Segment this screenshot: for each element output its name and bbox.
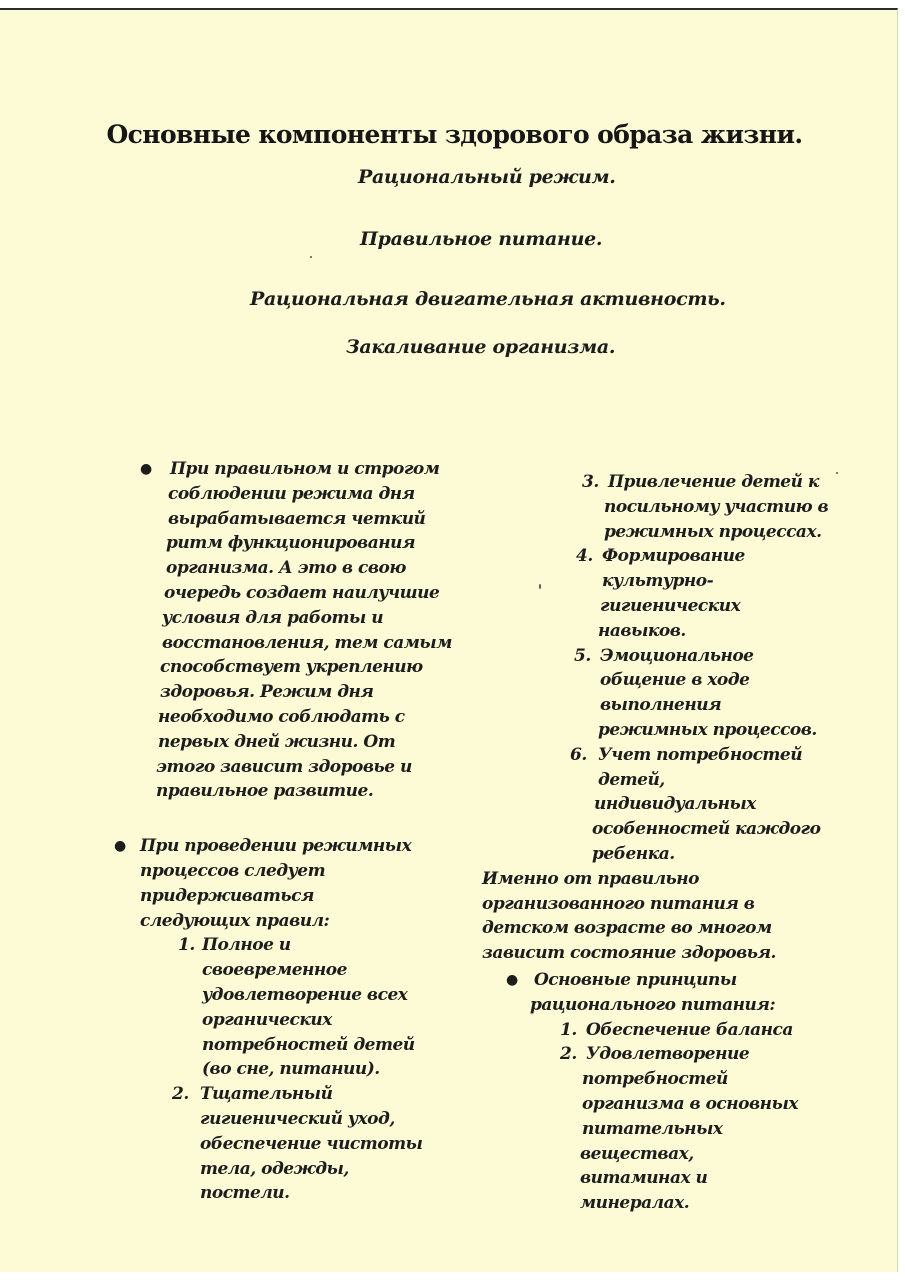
text-line: индивидуальных <box>594 794 756 815</box>
nutrition-paragraph <box>482 867 882 966</box>
list-number: 5. <box>574 645 591 666</box>
scan-speck <box>310 256 312 258</box>
rule-3 <box>582 470 882 544</box>
bullet-icon: ● <box>506 971 518 988</box>
page-title: Основные компоненты здорового образа жизни. <box>106 120 803 149</box>
bullet-nutrition-principles <box>506 968 882 1018</box>
list-number: 6. <box>570 744 587 765</box>
rule-4 <box>576 544 882 643</box>
text-line: организованного питания в <box>482 893 755 914</box>
rule-1 <box>178 933 480 1082</box>
text-line: режимных процессов. <box>598 719 817 740</box>
text-line: Эмоциональное <box>600 645 754 666</box>
text-line: Учет потребностей <box>598 744 803 765</box>
text-line: витаминах и <box>580 1168 708 1189</box>
text-line: Полное и <box>202 935 291 956</box>
component-rational-regime: Рациональный режим. <box>358 166 616 188</box>
text-line: очередь создает наилучшие <box>164 582 440 603</box>
document-page <box>0 8 898 1272</box>
text-line: зависит состояние здоровья. <box>482 943 776 964</box>
text-line: вырабатывается четкий <box>168 508 426 529</box>
text-line: навыков. <box>598 620 686 641</box>
text-line: Удовлетворение <box>586 1044 750 1065</box>
text-line: органических <box>202 1009 332 1030</box>
text-line: ребенка. <box>592 843 675 864</box>
text-line: своевременное <box>202 960 347 981</box>
bullet-icon: ● <box>114 838 126 855</box>
principle-2 <box>560 1042 882 1216</box>
text-line: посильному участию в <box>604 496 829 517</box>
text-line: обеспечение чистоты <box>200 1133 423 1154</box>
text-line: этого зависит здоровье и <box>156 756 412 777</box>
text-line: способствует укреплению <box>160 657 423 678</box>
list-number: 4. <box>576 546 593 567</box>
rule-5 <box>574 644 882 743</box>
right-column <box>482 470 882 1216</box>
text-line: соблюдении режима дня <box>168 483 415 504</box>
text-line: следующих правил: <box>140 910 330 931</box>
text-line: Привлечение детей к <box>608 472 819 492</box>
component-proper-nutrition: Правильное питание. <box>360 228 603 250</box>
text-line: здоровья. Режим дня <box>160 682 374 703</box>
text-line: особенностей каждого <box>592 819 821 840</box>
text-line: удовлетворение всех <box>202 984 408 1005</box>
text-line: Именно от правильно <box>482 868 700 889</box>
text-line: (во сне, питании). <box>202 1059 380 1080</box>
bullet-regime-rules <box>114 834 480 933</box>
text-line: гигиенических <box>600 595 741 616</box>
text-line: культурно- <box>602 571 714 592</box>
text-line: восстановления, тем самым <box>162 632 452 653</box>
text-line: потребностей <box>582 1069 728 1090</box>
bullet-icon: ● <box>140 461 152 477</box>
text-line: Основные принципы <box>534 969 737 990</box>
bullet-regime-importance <box>140 457 480 804</box>
list-number: 2. <box>560 1044 577 1065</box>
text-line: выполнения <box>600 695 722 716</box>
text-line: потребностей детей <box>202 1034 415 1055</box>
text-line: веществах, <box>580 1143 694 1164</box>
text-line: детском возрасте во многом <box>482 918 772 939</box>
list-number: 3. <box>582 472 599 492</box>
text-line: рационального питания: <box>530 994 776 1015</box>
text-line: правильное развитие. <box>156 781 374 802</box>
text-line: Формирование <box>602 546 745 567</box>
text-line: необходимо соблюдать с <box>158 706 405 727</box>
text-line: режимных процессах. <box>604 521 822 542</box>
list-number: 1. <box>560 1019 577 1040</box>
component-motor-activity: Рациональная двигательная активность. <box>250 288 726 310</box>
text-line: При проведении режимных <box>140 836 412 857</box>
text-line: При правильном и строгом <box>170 459 440 479</box>
text-line: минералах. <box>580 1193 690 1214</box>
text-line: общение в ходе <box>600 670 750 691</box>
text-line: придерживаться <box>140 885 314 906</box>
text-line: тела, одежды, <box>200 1158 349 1179</box>
left-column <box>114 457 480 1206</box>
text-line: первых дней жизни. От <box>158 731 396 752</box>
rule-6 <box>570 743 882 867</box>
text-line: детей, <box>598 769 665 790</box>
text-line: Тщательный <box>200 1084 333 1105</box>
list-number: 2. <box>172 1084 189 1105</box>
component-hardening: Закаливание организма. <box>346 336 616 358</box>
list-number: 1. <box>178 935 195 956</box>
text-line: Обеспечение баланса <box>586 1019 793 1040</box>
text-line: процессов следует <box>140 860 326 881</box>
principle-1 <box>560 1018 882 1043</box>
text-line: ритм функционирования <box>166 533 416 554</box>
text-line: гигиенический уход, <box>200 1108 395 1129</box>
text-line: условия для работы и <box>162 607 384 628</box>
text-line: организма в основных <box>582 1093 798 1114</box>
rule-2 <box>172 1082 480 1206</box>
text-line: питательных <box>582 1118 723 1139</box>
text-line: организма. А это в свою <box>166 558 406 579</box>
text-line: постели. <box>200 1183 290 1204</box>
